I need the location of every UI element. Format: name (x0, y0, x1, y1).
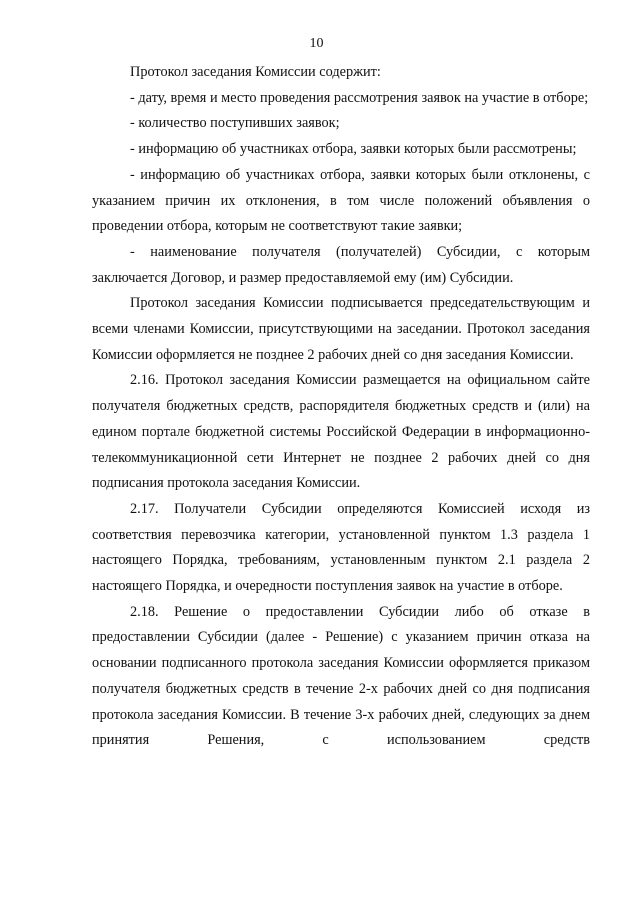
list-item-considered-participants: - информацию об участниках отбора, заявки которых были рассмотрены; (130, 141, 577, 158)
paragraph-protocol-contents-intro: Протокол заседания Комиссии содержит: (130, 64, 381, 80)
document-body (92, 60, 590, 754)
list-item-rejected-participants: - информацию об участниках отбора, заявки которых были отклонены, с указанием причин их отклонения, в том числе положений объявления о проведении отбора, которым не соответствуют такие заявки; (92, 166, 590, 235)
paragraph-protocol-signing: Протокол заседания Комиссии подписывается председательствующим и всеми членами Комиссии, присутствующими на заседании. Протокол заседания Комиссии оформляется не позднее 2 рабочих дней со дня заседания Комиссии. (92, 295, 590, 363)
paragraph-clause-2-18: 2.18. Решение о предоставлении Субсидии либо об отказе в предоставлении Субсидии (далее - Решение) с указанием причин отказа на основании подписанного протокола заседания Комиссии оформляется приказом получателя бюджетных средств в течение 2-х рабочих дней со дня подписания протокола заседания Комиссии. В течение 3-х рабочих дней, следующих за днем принятия Решения, с использованием средств (92, 603, 590, 749)
list-item-subsidy-recipient: - наименование получателя (получателей) Субсидии, с которым заключается Договор, и размер предоставляемой ему (им) Субсидии. (92, 243, 590, 286)
page-number: 10 (309, 36, 324, 51)
paragraph-clause-2-17: 2.17. Получатели Субсидии определяются Комиссией исходя из соответствия перевозчика категории, установленной пунктом 1.3 раздела 1 настоящего Порядка, требованиям, установленным пунктом 2.1 раздела 2 настоящего Порядка, и очередности поступления заявок на участие в отборе. (92, 500, 590, 595)
list-item-number-of-applications: - количество поступивших заявок; (130, 115, 340, 132)
list-item-date-time-place: - дату, время и место проведения рассмотрения заявок на участие в отборе; (130, 89, 589, 106)
paragraph-clause-2-16: 2.16. Протокол заседания Комиссии размещается на официальном сайте получателя бюджетных средств, распорядителя бюджетных средств и (или) на едином портале бюджетной системы Российской Федерации в информационно-телекоммуникационной сети Интернет не позднее 2 рабочих дней со дня подписания протокола заседания Комиссии. (92, 372, 590, 492)
